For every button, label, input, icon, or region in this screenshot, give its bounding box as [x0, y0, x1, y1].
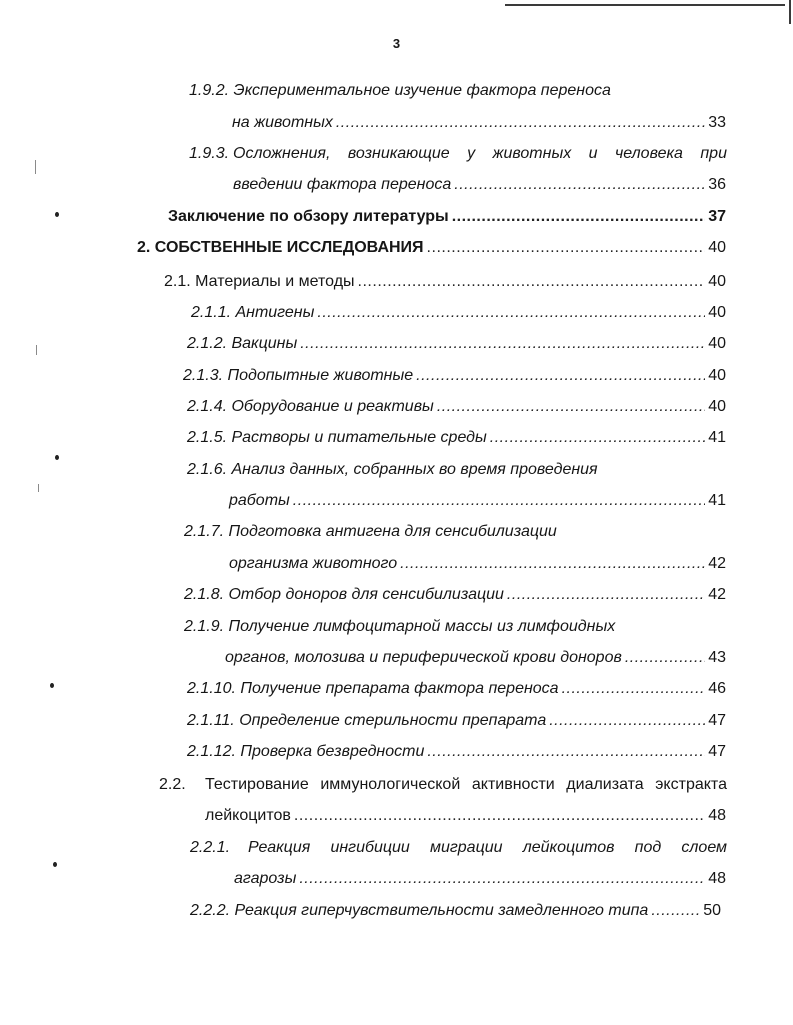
toc-entry-2-2-cont — [205, 806, 726, 826]
toc-entry-2-2-1-cont — [234, 869, 726, 889]
dot-leader — [625, 648, 705, 668]
entry-page: 48 — [708, 870, 726, 887]
dot-leader — [299, 869, 705, 889]
toc-entry-2-2-number: 2.2. — [159, 776, 186, 793]
scan-speck — [53, 862, 57, 867]
page-number: 3 — [392, 36, 401, 51]
toc-entry-2-1-11 — [187, 711, 726, 731]
entry-page: 41 — [708, 492, 726, 509]
toc-entry-1-9-3-number-wrap — [189, 144, 229, 164]
toc-entry-2-1-6-cont — [229, 491, 726, 511]
entry-page: 40 — [708, 273, 726, 290]
dot-leader — [490, 428, 705, 448]
entry-page: 41 — [708, 429, 726, 446]
dot-leader — [317, 303, 705, 323]
entry-word: Реакция — [248, 839, 311, 856]
entry-word: и — [588, 145, 598, 162]
dot-leader — [507, 585, 705, 605]
toc-entry-2-1-9: 2.1.9. Получение лимфоцитарной массы из лимфоидных — [184, 618, 616, 635]
entry-word: активности — [471, 776, 555, 793]
scan-border-line — [505, 4, 785, 6]
entry-word: при — [700, 145, 727, 162]
entry-page: 40 — [708, 367, 726, 384]
entry-title-cont: на животных — [232, 114, 333, 131]
entry-page: 36 — [708, 176, 726, 193]
toc-entry-1-9-2 — [189, 81, 611, 101]
entry-page: 47 — [708, 712, 726, 729]
toc-entry-2-2 — [205, 775, 727, 795]
entry-title: Экспериментальное изучение фактора переноса — [233, 82, 611, 99]
entry-page: 47 — [708, 743, 726, 760]
toc-entry-2-1-6: 2.1.6. Анализ данных, собранных во время проведения — [187, 461, 598, 478]
entry-title-cont: агарозы — [234, 870, 297, 887]
toc-entry-2-1-5 — [187, 428, 726, 448]
entry-page: 46 — [708, 680, 726, 697]
dot-leader — [293, 491, 705, 511]
toc-entry-1-9-3 — [233, 144, 727, 164]
entry-title: 2.1.8. Отбор доноров для сенсибилизации — [184, 586, 504, 603]
toc-entry-2-2-2 — [190, 901, 721, 921]
toc-entry-1-9-3-cont — [233, 175, 726, 195]
toc-entry-2-2-1 — [248, 838, 727, 858]
toc-entry-2-1-10 — [187, 679, 726, 699]
entry-title: 2.1.2. Вакцины — [187, 335, 298, 352]
toc-entry-1-9-2-cont — [232, 113, 726, 133]
entry-word: лейкоцитов — [522, 839, 615, 856]
scan-speck — [36, 345, 37, 355]
entry-word: экстракта — [655, 776, 727, 793]
entry-page: 50 — [703, 902, 721, 919]
entry-word: возникающие — [347, 145, 450, 162]
entry-page: 40 — [708, 239, 726, 256]
entry-title: 2.1.5. Растворы и питательные среды — [187, 429, 487, 446]
entry-title-cont: органов, молозива и периферической крови доноров — [225, 649, 622, 666]
entry-page: 40 — [708, 398, 726, 415]
toc-entry-2-1-4 — [187, 397, 726, 417]
entry-title: Заключение по обзору литературы — [168, 208, 449, 225]
toc-entry-2-1 — [164, 272, 726, 292]
entry-word: диализата — [566, 776, 644, 793]
entry-number: 1.9.2. — [189, 82, 230, 99]
scan-speck — [55, 212, 59, 217]
entry-word: под — [634, 839, 662, 856]
entry-title-cont: лейкоцитов — [205, 807, 291, 824]
scan-speck — [38, 484, 39, 492]
entry-word: животных — [492, 145, 572, 162]
toc-entry-chapter-2 — [137, 238, 726, 258]
entry-word: Тестирование — [205, 776, 309, 793]
toc-entry-2-1-1 — [191, 303, 726, 323]
entry-title: 2.1.11. Определение стерильности препарата — [187, 712, 547, 729]
dot-leader — [300, 334, 705, 354]
entry-page: 42 — [708, 555, 726, 572]
entry-word: иммунологической — [320, 776, 461, 793]
dot-leader — [549, 711, 705, 731]
dot-leader — [427, 238, 706, 258]
dot-leader — [427, 742, 705, 762]
dot-leader — [454, 175, 705, 195]
entry-title: 2.1.10. Получение препарата фактора переноса — [187, 680, 559, 697]
toc-entry-conclusion — [168, 207, 726, 227]
dot-leader — [358, 272, 706, 292]
entry-page: 48 — [708, 807, 726, 824]
entry-word: миграции — [430, 839, 503, 856]
entry-number: 1.9.3. — [189, 145, 230, 162]
toc-entry-2-1-12 — [187, 742, 726, 762]
entry-word: у — [467, 145, 476, 162]
entry-page: 37 — [708, 208, 726, 225]
entry-word: ингибиции — [330, 839, 410, 856]
scan-speck — [55, 455, 59, 460]
entry-word: слоем — [681, 839, 727, 856]
entry-title: 2.1.4. Оборудование и реактивы — [187, 398, 434, 415]
toc-entry-2-2-1-number: 2.2.1. — [190, 839, 231, 856]
entry-title: 2.1.12. Проверка безвредности — [187, 743, 425, 760]
toc-entry-2-1-7-cont — [229, 554, 726, 574]
entry-title: 2. СОБСТВЕННЫЕ ИССЛЕДОВАНИЯ — [137, 239, 424, 256]
toc-entry-2-1-9-cont — [225, 648, 726, 668]
toc-entry-2-1-8 — [184, 585, 726, 605]
dot-leader — [400, 554, 705, 574]
dot-leader — [294, 806, 705, 826]
entry-page: 40 — [708, 304, 726, 321]
entry-title: 2.2.2. Реакция гиперчувствительности замедленного типа — [190, 902, 649, 919]
dot-leader — [416, 366, 705, 386]
dot-leader — [452, 207, 706, 227]
toc-entry-2-1-2 — [187, 334, 726, 354]
entry-word: Осложнения, — [233, 145, 331, 162]
entry-title: 2.1.3. Подопытные животные — [183, 367, 414, 384]
entry-word: человека — [615, 145, 683, 162]
scan-edge-line — [789, 0, 791, 24]
scan-speck — [35, 160, 36, 174]
dot-leader — [336, 113, 705, 133]
scan-speck — [50, 683, 54, 688]
entry-title: 2.1. Материалы и методы — [164, 273, 355, 290]
entry-page: 33 — [708, 114, 726, 131]
dot-leader — [562, 679, 706, 699]
dot-leader — [437, 397, 705, 417]
entry-title-cont: организма животного — [229, 555, 398, 572]
entry-page: 42 — [708, 586, 726, 603]
entry-title-cont: введении фактора переноса — [233, 176, 452, 193]
entry-title-cont: работы — [229, 492, 290, 509]
entry-page: 43 — [708, 649, 726, 666]
entry-title: 2.1.1. Антигены — [191, 304, 315, 321]
entry-page: 40 — [708, 335, 726, 352]
dot-leader — [651, 901, 700, 921]
toc-entry-2-1-7: 2.1.7. Подготовка антигена для сенсибилизации — [184, 523, 557, 540]
toc-entry-2-1-3 — [183, 366, 726, 386]
